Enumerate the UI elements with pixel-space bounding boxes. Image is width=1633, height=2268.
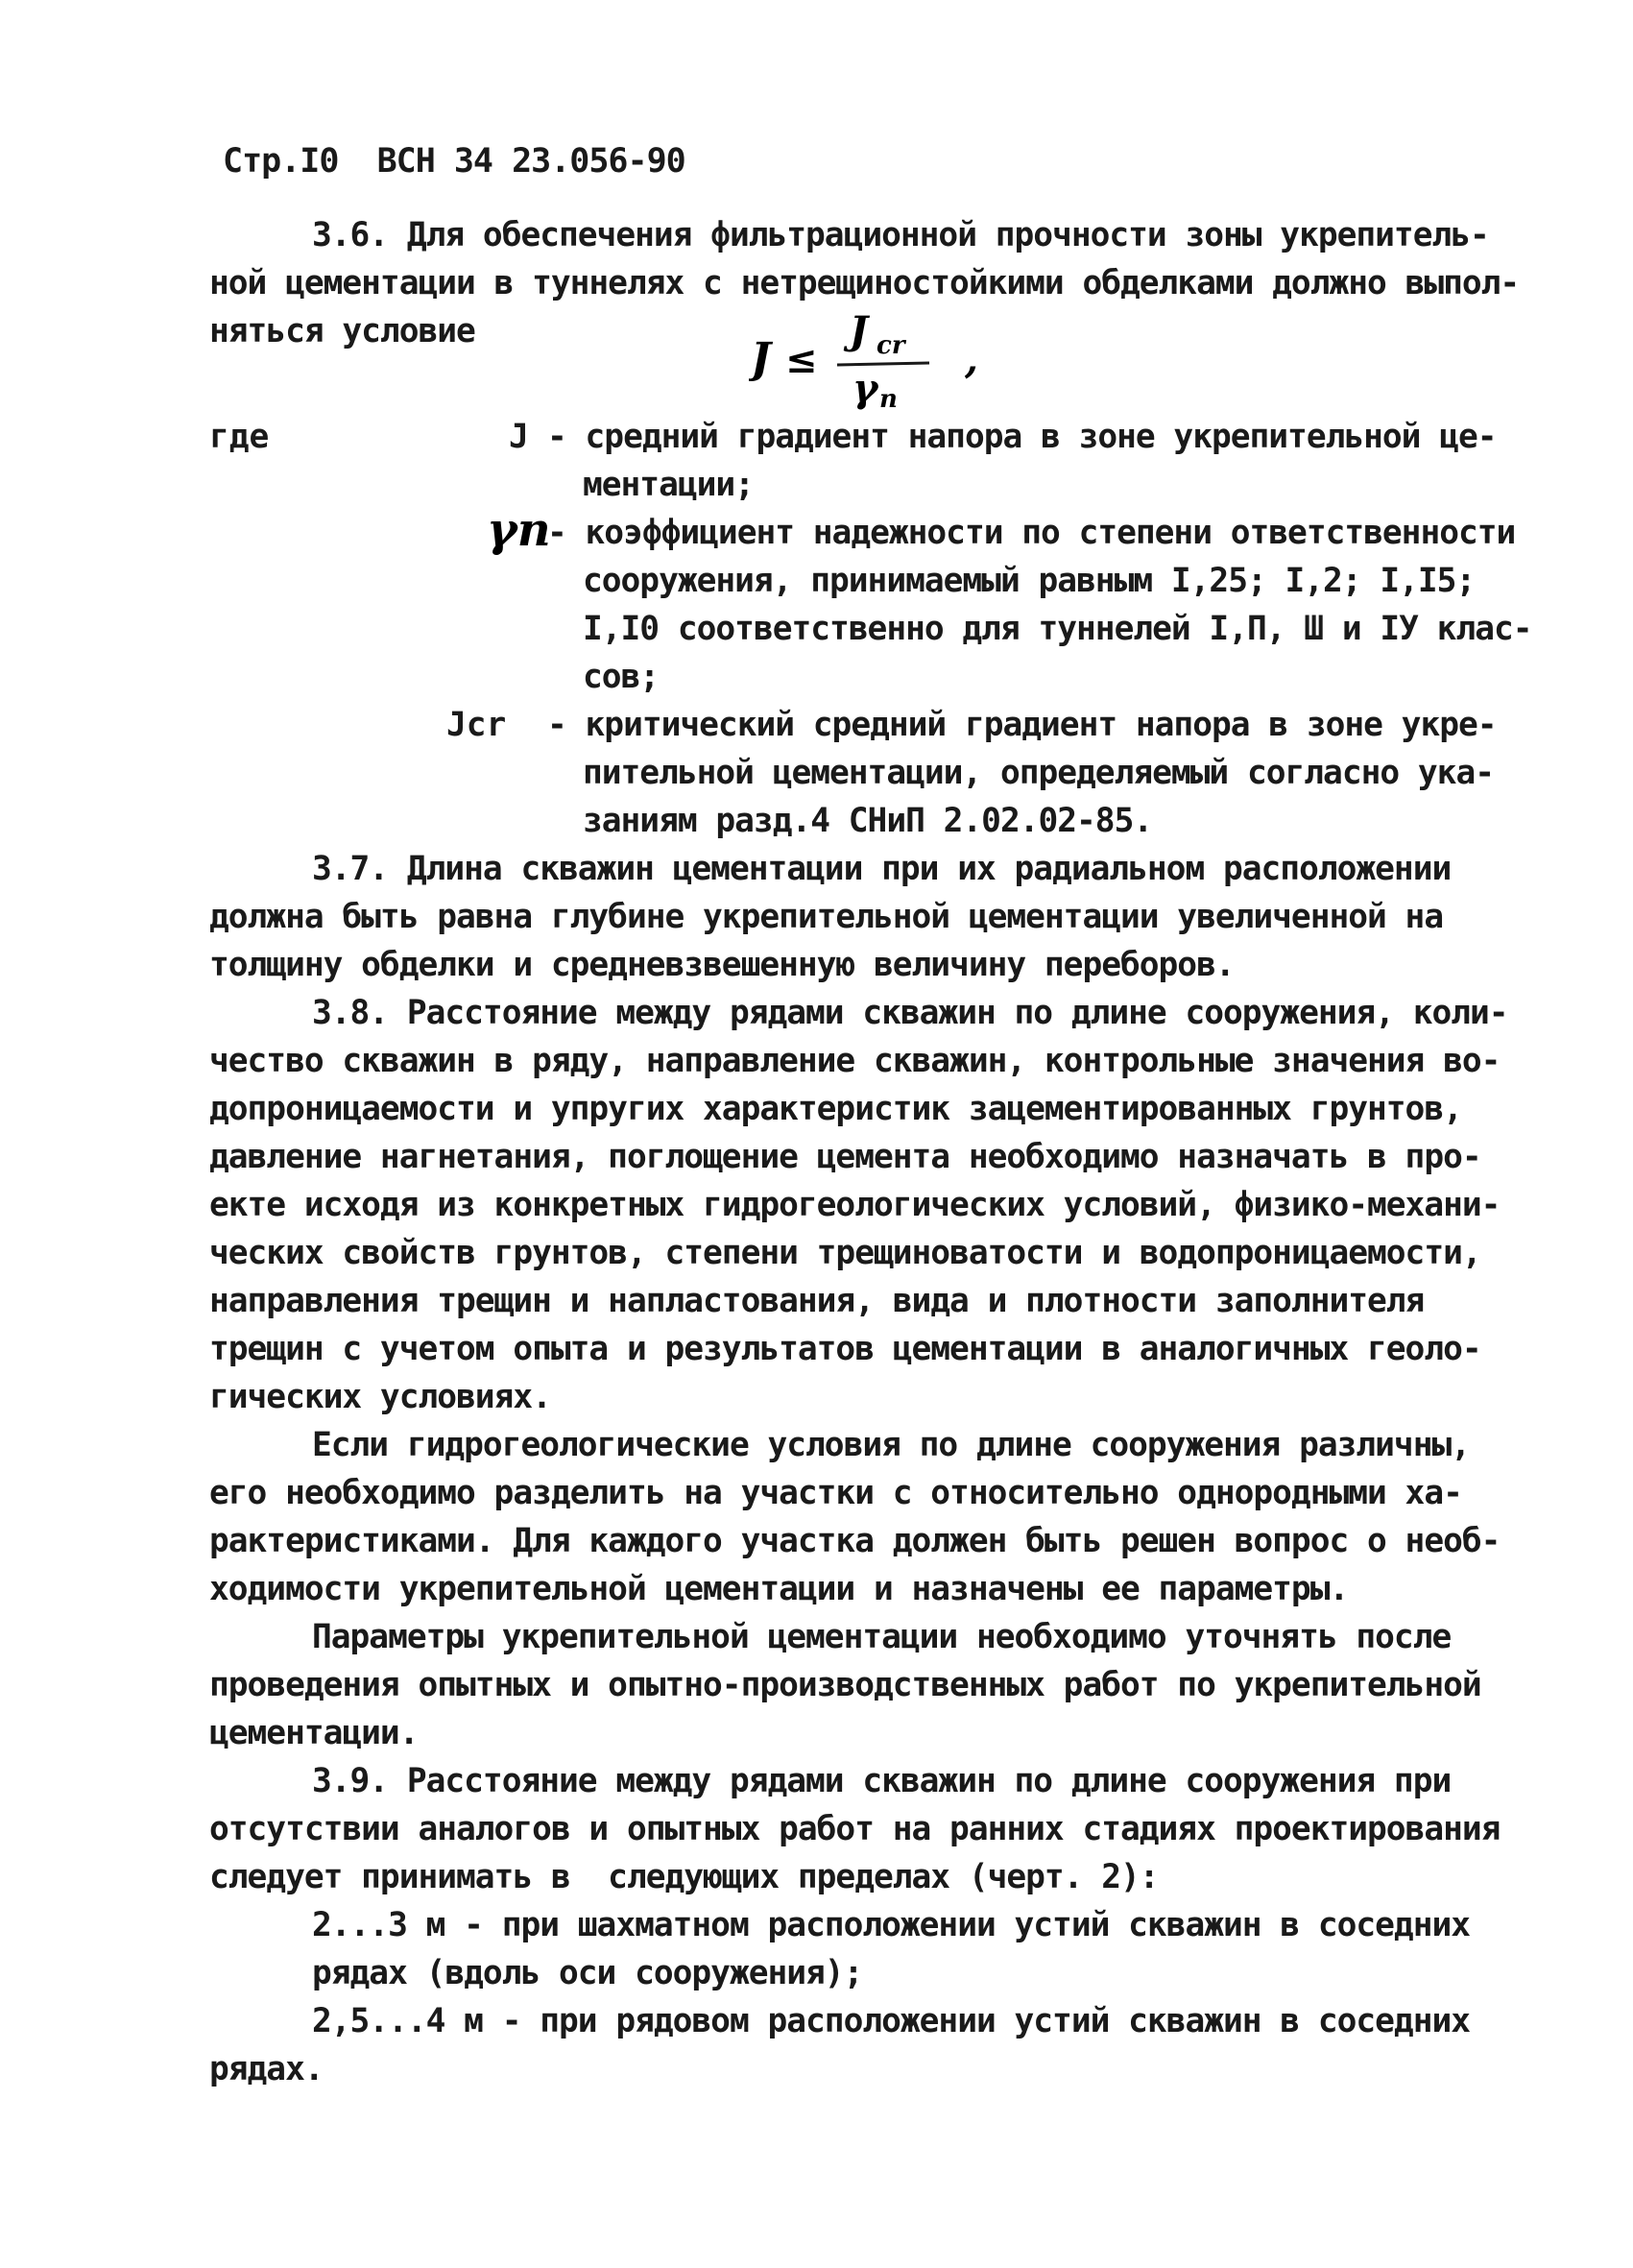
where-jcr-line-2: пительной цементации, определяемый согласно ука-: [583, 754, 1494, 792]
gamma-n-term: γn: [487, 503, 551, 557]
para-3-6-line-3: няться условие: [209, 312, 475, 350]
body-line: Если гидрогеологические условия по длине сооружения различны,: [312, 1426, 1471, 1464]
body-line: 3.9. Расстояние между рядами скважин по длине сооружения при: [312, 1762, 1452, 1800]
where-jcr-line-1: - критический средний градиент напора в зоне укре-: [547, 706, 1497, 744]
where-j-line-2: ментации;: [583, 466, 754, 504]
body-line: рядах.: [209, 2050, 324, 2088]
body-line: 2,5...4 м - при рядовом расположении устий скважин в соседних: [312, 2002, 1471, 2040]
body-line: допроницаемости и упругих характеристик зацементированных грунтов,: [209, 1090, 1462, 1128]
body-line: 2...3 м - при шахматном расположении устий скважин в соседних: [312, 1906, 1471, 1944]
body-line: его необходимо разделить на участки с относительно однородными ха-: [209, 1474, 1462, 1512]
body-line: направления трещин и напластования, вида и плотности заполнителя: [209, 1282, 1425, 1320]
where-gamma-line-3: I,I0 соответственно для туннелей I,П, Ш и IУ клас-: [583, 610, 1532, 648]
where-term-j: J: [509, 418, 529, 456]
formula-denominator-sub: n: [879, 385, 898, 411]
body-line: толщину обделки и средневзвешенную величину переборов.: [209, 946, 1235, 984]
formula-numerator-sub: cr: [877, 331, 905, 360]
para-3-6-line-2: ной цементации в туннелях с нетрещиностойкими обделками должно выпол-: [209, 264, 1520, 302]
gamma-n-symbol: [485, 499, 554, 567]
formula-leq: ≤: [785, 337, 818, 382]
page-header: Стр.I0 ВСН 34 23.056-90: [223, 142, 685, 181]
where-term-jcr: Jcr: [446, 706, 507, 744]
body-line: давление нагнетания, поглощение цемента необходимо назначать в про-: [209, 1138, 1481, 1176]
body-line: екте исходя из конкретных гидрогеологических условий, физико-механи-: [209, 1186, 1501, 1224]
where-j-line-1: - средний градиент напора в зоне укрепительной це-: [547, 418, 1497, 456]
body-line: следует принимать в следующих пределах (черт. 2):: [209, 1858, 1159, 1896]
formula-comma: ,: [965, 337, 978, 382]
body-line: должна быть равна глубине укрепительной цементации увеличенной на: [209, 898, 1444, 936]
where-gamma-line-2: сооружения, принимаемый равным I,25; I,2; I,I5;: [583, 562, 1476, 600]
body-line: чество скважин в ряду, направление скважин, контрольные значения во-: [209, 1042, 1501, 1080]
body-line: ческих свойств грунтов, степени трещиноватости и водопроницаемости,: [209, 1234, 1481, 1272]
formula-numerator: J: [850, 308, 868, 353]
body-line: Параметры укрепительной цементации необходимо уточнять после: [312, 1618, 1452, 1656]
formula: [749, 305, 998, 411]
where-jcr-line-3: заниям разд.4 СНиП 2.02.02-85.: [583, 802, 1153, 840]
where-label: где: [209, 418, 270, 456]
where-gamma-line-1: - коэффициент надежности по степени ответственности: [547, 514, 1516, 552]
body-line: ходимости укрепительной цементации и назначены ее параметры.: [209, 1570, 1349, 1608]
body-line: отсутствии аналогов и опытных работ на ранних стадиях проектирования: [209, 1810, 1501, 1848]
body-line: проведения опытных и опытно-производственных работ по укрепительной: [209, 1666, 1481, 1704]
para-3-6-line-1: 3.6. Для обеспечения фильтрационной прочности зоны укрепитель-: [312, 216, 1489, 254]
formula-denominator: γ: [853, 366, 878, 411]
body-line: 3.7. Длина скважин цементации при их радиальном расположении: [312, 850, 1452, 888]
body-line: гических условиях.: [209, 1378, 551, 1416]
body-line: рядах (вдоль оси сооружения);: [312, 1954, 863, 1992]
formula-lhs: J: [751, 334, 771, 383]
body-line: трещин с учетом опыта и результатов цементации в аналогичных геоло-: [209, 1330, 1481, 1368]
body-line: 3.8. Расстояние между рядами скважин по длине сооружения, коли-: [312, 994, 1508, 1032]
fraction-bar: [837, 363, 929, 365]
where-gamma-line-4: сов;: [583, 658, 660, 696]
body-line: цементации.: [209, 1714, 419, 1752]
body-line: рактеристиками. Для каждого участка должен быть решен вопрос о необ-: [209, 1522, 1501, 1560]
